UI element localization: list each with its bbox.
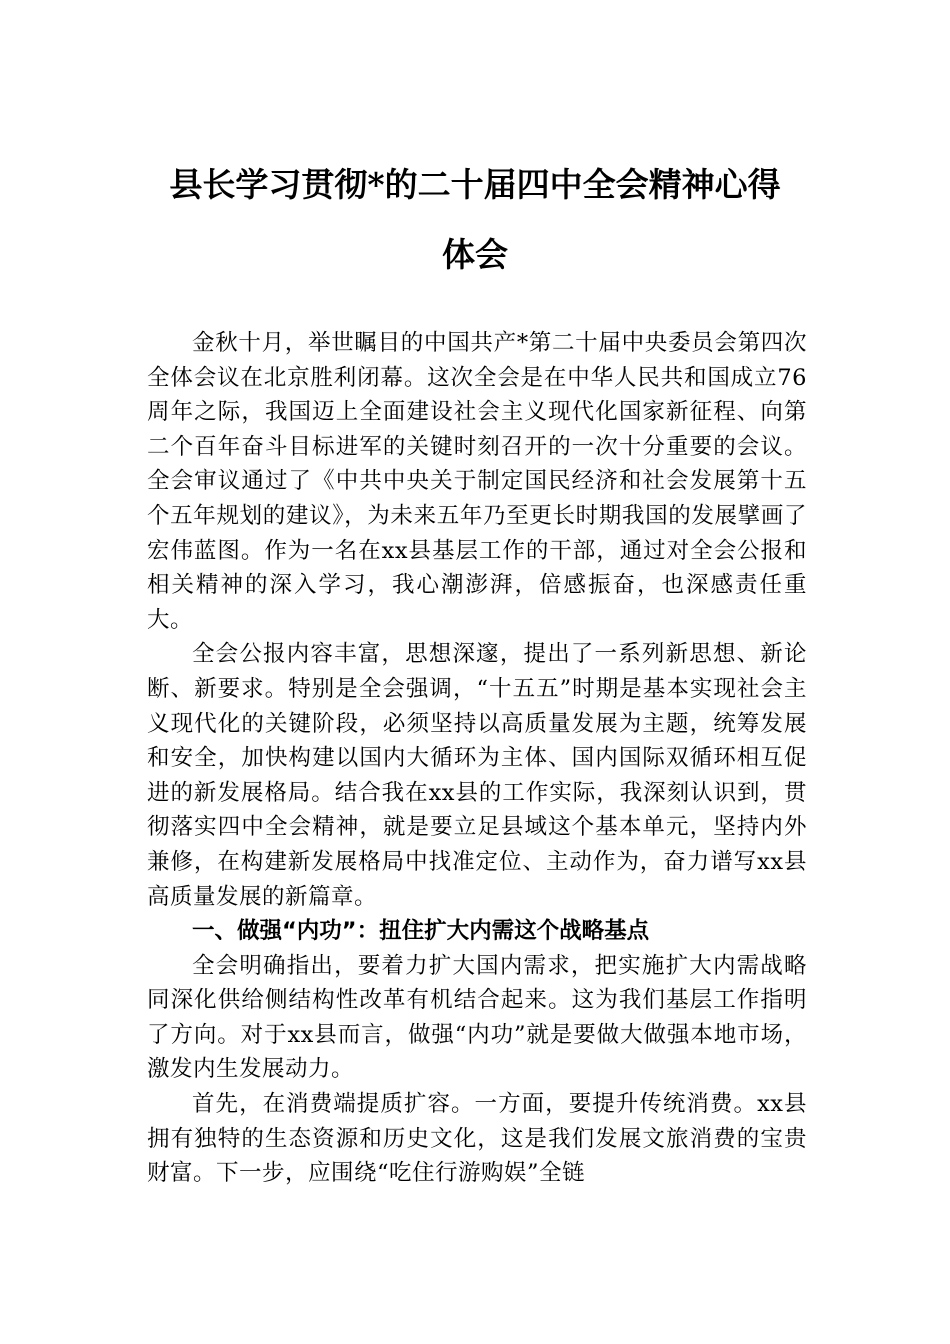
- paragraph-3: 全会明确指出，要着力扩大国内需求，把实施扩大内需战略同深化供给侧结构性改革有机结合起来。这为我们基层工作指明了方向。对于xx县而言，做强“内功”就是要做大做强本地市场，激发内生发展动力。: [147, 952, 807, 1083]
- document-title-line-2: 体会: [442, 235, 508, 274]
- section-heading-1: 一、做强“内功”：扭住扩大内需这个战略基点: [192, 918, 650, 945]
- paragraph-2: 全会公报内容丰富，思想深邃，提出了一系列新思想、新论断、新要求。特别是全会强调，“十五五”时期是基本实现社会主义现代化的关键阶段，必须坚持以高质量发展为主题，统筹发展和安全，加快构建以国内大循环为主体、国内国际双循环相互促进的新发展格局。结合我在xx县的工作实际，我深刻认识到，贯彻落实四中全会精神，就是要立足县域这个基本单元，坚持内外兼修，在构建新发展格局中找准定位、主动作为，奋力谱写xx县高质量发展的新篇章。: [147, 641, 807, 910]
- paragraph-4: 首先，在消费端提质扩容。一方面，要提升传统消费。xx县拥有独特的生态资源和历史文化，这是我们发展文旅消费的宝贵财富。下一步，应围绕“吃住行游购娱”全链: [147, 1091, 807, 1187]
- document-title-line-1: 县长学习贯彻*的二十届四中全会精神心得: [169, 165, 781, 204]
- document-body: [147, 326, 807, 1191]
- paragraph-1: 金秋十月，举世瞩目的中国共产*第二十届中央委员会第四次全体会议在北京胜利闭幕。这次全会是在中华人民共和国成立76周年之际，我国迈上全面建设社会主义现代化国家新征程、向第二个百年奋斗目标进军的关键时刻召开的一次十分重要的会议。全会审议通过了《中共中央关于制定国民经济和社会发展第十五个五年规划的建议》，为未来五年乃至更长时期我国的发展擘画了宏伟蓝图。作为一名在xx县基层工作的干部，通过对全会公报和相关精神的深入学习，我心潮澎湃，倍感振奋，也深感责任重大。: [147, 330, 807, 633]
